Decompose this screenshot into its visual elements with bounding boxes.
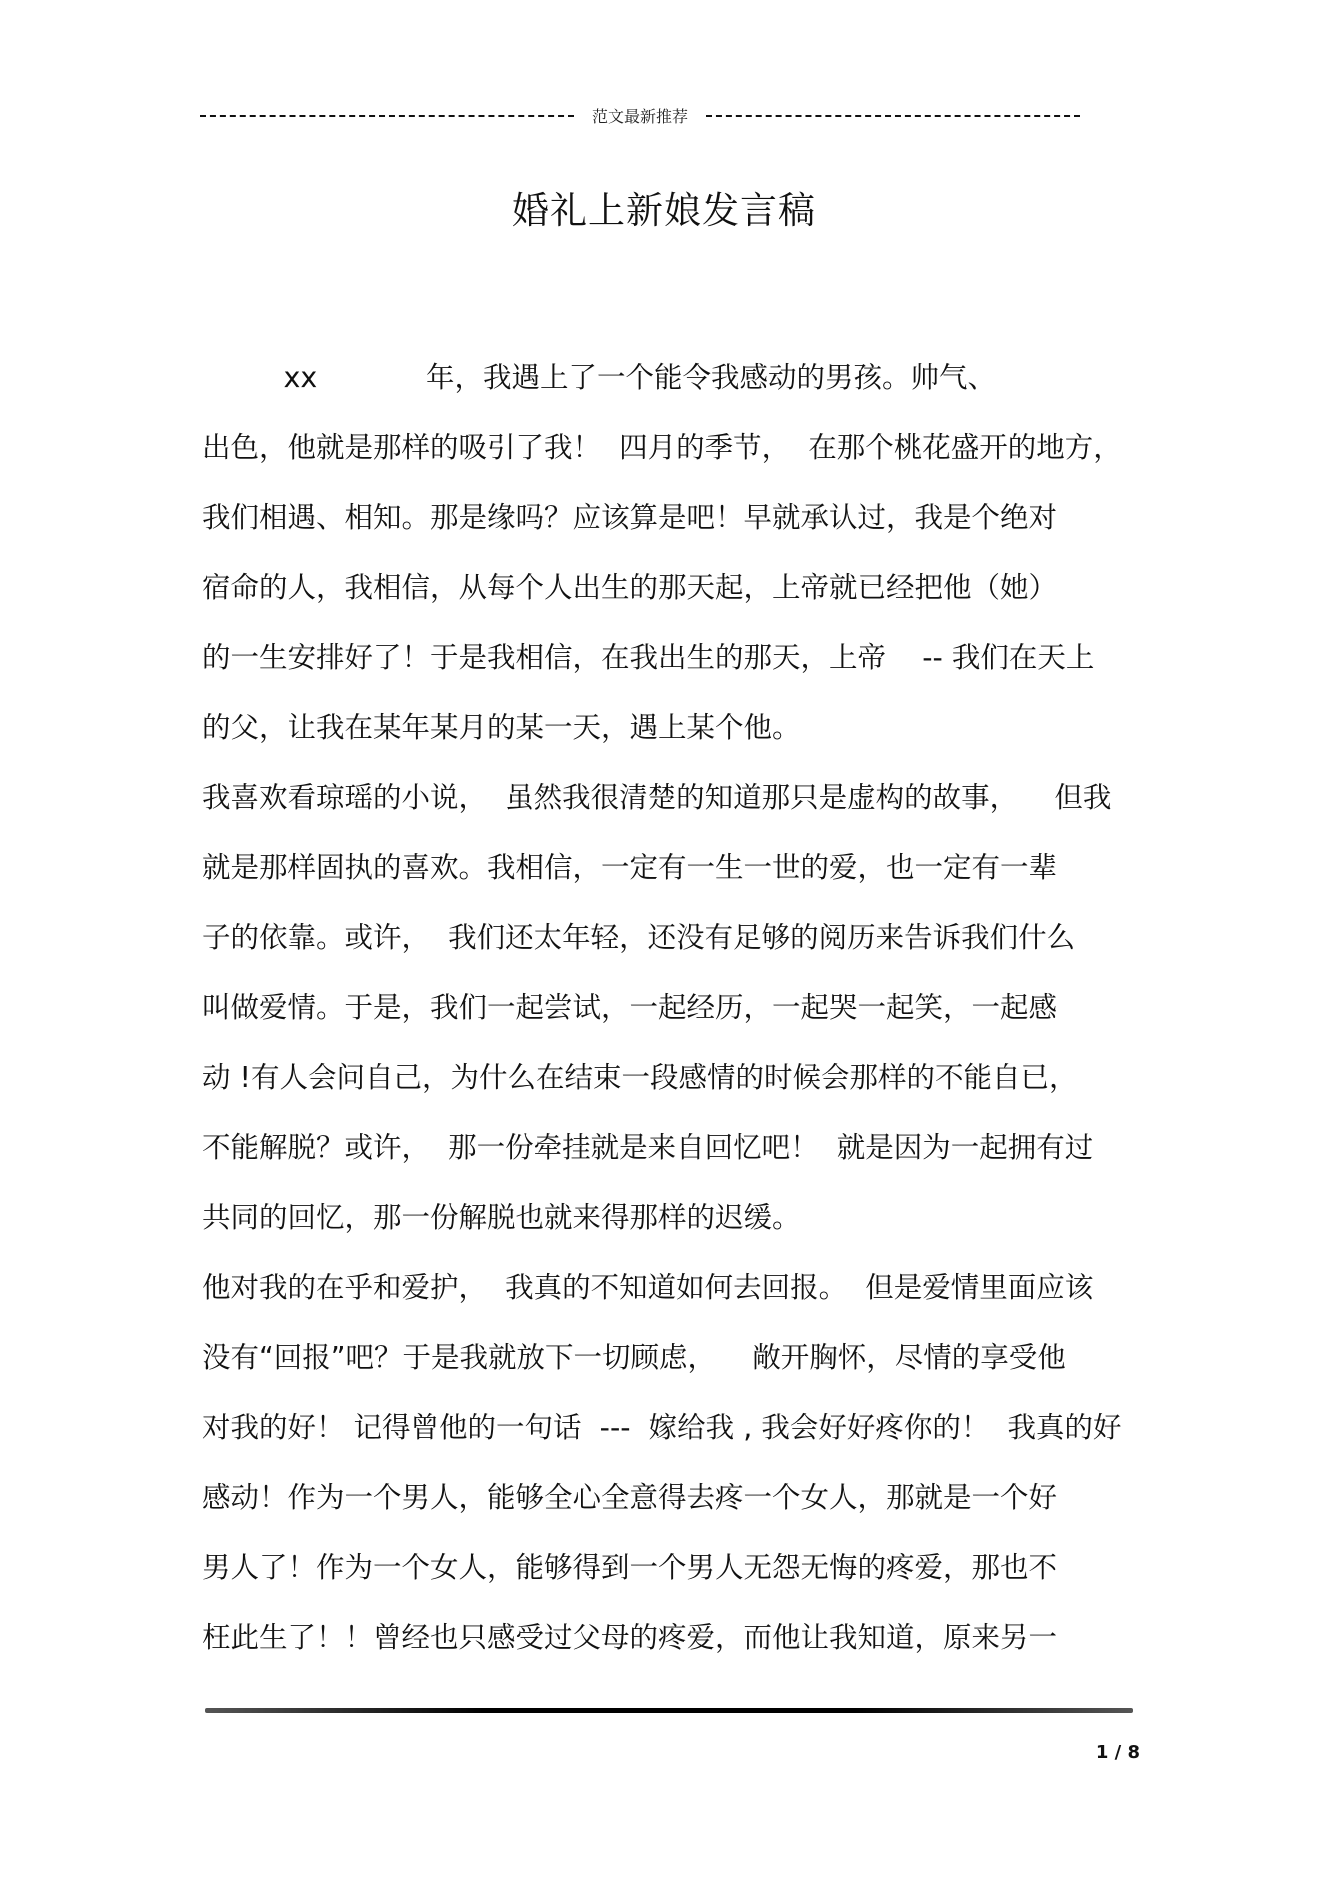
header-text: 范文最新推荐 bbox=[592, 106, 689, 126]
body-line: 他对我的在乎和爱护， 我真的不知道如何去回报。 但是爱情里面应该 bbox=[202, 1271, 1094, 1304]
body-line: 出色，他就是那样的吸引了我！ 四月的季节， 在那个桃花盛开的地方， bbox=[202, 431, 1122, 464]
body-line: 子的依靠。或许， 我们还太年轻，还没有足够的阅历来告诉我们什么 bbox=[202, 921, 1076, 954]
body-line: 就是那样固执的喜欢。我相信，一定有一生一世的爱，也一定有一辈 bbox=[202, 851, 1058, 884]
body-line: 枉此生了！！曾经也只感受过父母的疼爱，而他让我知道，原来另一 bbox=[202, 1621, 1058, 1654]
header-dash-left bbox=[200, 115, 574, 117]
body-line: 共同的回忆，那一份解脱也就来得那样的迟缓。 bbox=[202, 1201, 801, 1234]
header-dash-right bbox=[706, 115, 1080, 117]
body-line: 对我的好！ 记得曾他的一句话 --- 嫁给我 , 我会好好疼你的！ 我真的好 bbox=[202, 1411, 1122, 1444]
body-line: 没有“回报”吧？于是我就放下一切顾虑， 敞开胸怀，尽情的享受他 bbox=[202, 1341, 1066, 1374]
body-line: xx 年，我遇上了一个能令我感动的男孩。帅气、 bbox=[202, 361, 996, 394]
body-line: 的一生安排好了！于是我相信，在我出生的那天，上帝 -- 我们在天上 bbox=[202, 641, 1095, 674]
body-line: 宿命的人，我相信，从每个人出生的那天起，上帝就已经把他（她） bbox=[202, 571, 1058, 604]
body-line: 动 !有人会问自己，为什么在结束一段感情的时候会那样的不能自已， bbox=[202, 1061, 1078, 1094]
footer-rule bbox=[205, 1708, 1133, 1713]
body-line: 不能解脱？或许， 那一份牵挂就是来自回忆吧！ 就是因为一起拥有过 bbox=[202, 1131, 1094, 1164]
body-line: 我们相遇、相知。那是缘吗？应该算是吧！早就承认过，我是个绝对 bbox=[202, 501, 1058, 534]
body-line: 叫做爱情。于是，我们一起尝试，一起经历，一起哭一起笑，一起感 bbox=[202, 991, 1058, 1024]
document-title: 婚礼上新娘发言稿 bbox=[512, 189, 816, 232]
body-line: 男人了！作为一个女人，能够得到一个男人无怨无悔的疼爱，那也不 bbox=[202, 1551, 1058, 1584]
page-header bbox=[200, 103, 1080, 127]
page-number: 1 / 8 bbox=[1095, 1742, 1140, 1763]
document-body bbox=[202, 355, 1142, 1685]
body-line: 我喜欢看琼瑶的小说， 虽然我很清楚的知道那只是虚构的故事， 但我 bbox=[202, 781, 1112, 814]
body-line: 的父，让我在某年某月的某一天，遇上某个他。 bbox=[202, 711, 801, 744]
body-line: 感动！作为一个男人，能够全心全意得去疼一个女人，那就是一个好 bbox=[202, 1481, 1058, 1514]
